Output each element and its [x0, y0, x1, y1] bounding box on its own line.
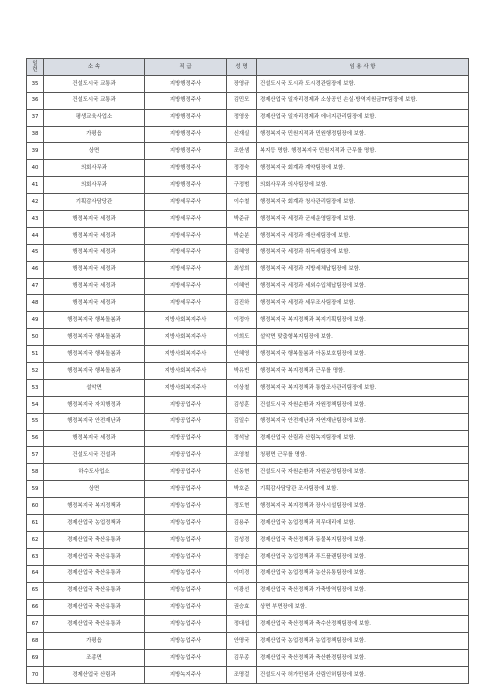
table-row [27, 447, 469, 464]
appointment-table [26, 58, 469, 684]
row-number: 35 [27, 75, 44, 92]
department-cell: 행정복지국 복지정책과 [44, 498, 145, 515]
header-number-line2: 련 [32, 66, 38, 73]
name-cell: 안명국 [227, 633, 257, 650]
rank-cell: 지방농업주사 [145, 548, 227, 565]
rank-cell: 지방공업주사 [145, 396, 227, 413]
rank-cell: 지방사회복지주사 [145, 346, 227, 363]
department-cell: 경제산업국 축산유통과 [44, 582, 145, 599]
appointment-cell: 건설도시국 도시과 도시경관팀장에 보함. [257, 75, 469, 92]
name-cell: 구정범 [227, 177, 257, 194]
appointment-cell: 상면 부면장에 보함. [257, 599, 469, 616]
name-cell: 김민모 [227, 92, 257, 109]
appointment-cell: 행정복지국 복지정책과 복지기획팀장에 보함. [257, 312, 469, 329]
appointment-cell: 기획감사담당관 조사팀장에 보함. [257, 481, 469, 498]
appointment-cell: 경제산업국 축산정책과 동물복지팀장에 보함. [257, 531, 469, 548]
row-number: 44 [27, 227, 44, 244]
rank-cell: 지방농업주사 [145, 616, 227, 633]
row-number: 61 [27, 515, 44, 532]
appointment-cell: 행정복지국 행복돌봄과 아동보호팀장에 보함. [257, 346, 469, 363]
name-cell: 김용주 [227, 515, 257, 532]
table-row [27, 160, 469, 177]
department-cell: 건설도시국 건설과 [44, 447, 145, 464]
rank-cell: 지방세무주사 [145, 194, 227, 211]
name-cell: 조한샘 [227, 143, 257, 160]
name-cell: 김성훈 [227, 396, 257, 413]
name-cell: 조명걸 [227, 667, 257, 684]
row-number: 70 [27, 667, 44, 684]
department-cell: 경제산업국 축산유통과 [44, 616, 145, 633]
department-cell: 설악면 [44, 379, 145, 396]
row-number: 48 [27, 295, 44, 312]
name-cell: 이상철 [227, 379, 257, 396]
name-cell: 신재실 [227, 126, 257, 143]
department-cell: 가평읍 [44, 126, 145, 143]
department-cell: 건설도시국 교통과 [44, 92, 145, 109]
appointment-cell: 복지등 명함. 행정복지국 민원지적과 근무를 명함. [257, 143, 469, 160]
appointment-cell: 경제산업국 일자리경제과 소상공인 손실·방역지원금TF팀장에 보함. [257, 92, 469, 109]
appointment-cell: 경제산업국 농업정책과 푸드플랜팀장에 보함. [257, 548, 469, 565]
rank-cell: 지방공업주사 [145, 413, 227, 430]
rank-cell: 지방행정주사 [145, 143, 227, 160]
appointment-cell: 행정복지국 복지정책과 통합조사관리팀장에 보함. [257, 379, 469, 396]
department-cell: 행정복지국 세정과 [44, 244, 145, 261]
department-cell: 행정복지국 안전재난과 [44, 413, 145, 430]
row-number: 46 [27, 261, 44, 278]
header-rank: 직 급 [145, 59, 227, 76]
row-number: 59 [27, 481, 44, 498]
row-number: 63 [27, 548, 44, 565]
appointment-cell: 경제산업국 농업정책과 농산유통팀장에 보함. [257, 565, 469, 582]
appointment-cell: 행정복지국 복지정책과 근무를 명함. [257, 363, 469, 380]
appointment-cell: 경제산업국 축산정책과 축수산정책팀장에 보함. [257, 616, 469, 633]
rank-cell: 지방사회복지주사 [145, 312, 227, 329]
department-cell: 하수도사업소 [44, 464, 145, 481]
row-number: 45 [27, 244, 44, 261]
table-row [27, 599, 469, 616]
department-cell: 행정복지국 자치행정과 [44, 396, 145, 413]
table-row [27, 430, 469, 447]
name-cell: 김일수 [227, 413, 257, 430]
name-cell: 박유빈 [227, 363, 257, 380]
rank-cell: 지방사회복지주사 [145, 379, 227, 396]
table-row [27, 363, 469, 380]
rank-cell: 지방세무주사 [145, 211, 227, 228]
row-number: 47 [27, 278, 44, 295]
department-cell: 상면 [44, 143, 145, 160]
row-number: 37 [27, 109, 44, 126]
row-number: 65 [27, 582, 44, 599]
rank-cell: 지방공업주사 [145, 447, 227, 464]
table-row [27, 464, 469, 481]
table-row [27, 295, 469, 312]
name-cell: 이혜연 [227, 278, 257, 295]
department-cell: 행정복지국 세정과 [44, 295, 145, 312]
table-row [27, 582, 469, 599]
name-cell: 김무종 [227, 650, 257, 667]
header-appointment: 임 용 사 항 [257, 59, 469, 76]
rank-cell: 지방행정주사 [145, 160, 227, 177]
department-cell: 기획감사담당관 [44, 194, 145, 211]
header-number-line1: 일 [32, 60, 38, 67]
row-number: 50 [27, 329, 44, 346]
appointment-cell: 건설도시국 자원순환과 자원운영팀장에 보함. [257, 464, 469, 481]
table-row [27, 177, 469, 194]
table-row [27, 616, 469, 633]
department-cell: 경제산업국 축산유통과 [44, 599, 145, 616]
rank-cell: 지방농업주사 [145, 633, 227, 650]
table-row [27, 346, 469, 363]
department-cell: 행정복지국 세정과 [44, 211, 145, 228]
table-row [27, 548, 469, 565]
row-number: 38 [27, 126, 44, 143]
row-number: 67 [27, 616, 44, 633]
header-row [27, 59, 469, 76]
name-cell: 이미경 [227, 565, 257, 582]
table-row [27, 143, 469, 160]
appointment-cell: 행정복지국 세정과 취득세팀장에 보함. [257, 244, 469, 261]
name-cell: 김진하 [227, 295, 257, 312]
appointment-cell: 청평면 근무를 명함. [257, 447, 469, 464]
rank-cell: 지방세무주사 [145, 295, 227, 312]
row-number: 66 [27, 599, 44, 616]
table-row [27, 194, 469, 211]
department-cell: 상면 [44, 481, 145, 498]
rank-cell: 지방사회복지주사 [145, 329, 227, 346]
name-cell: 박준규 [227, 211, 257, 228]
name-cell: 조영철 [227, 447, 257, 464]
table-row [27, 633, 469, 650]
row-number: 43 [27, 211, 44, 228]
name-cell: 이희도 [227, 329, 257, 346]
department-cell: 경제산업국 축산유통과 [44, 531, 145, 548]
table-row [27, 379, 469, 396]
rank-cell: 지방공업주사 [145, 481, 227, 498]
appointment-cell: 행정복지국 세정과 재산세팀장에 보함. [257, 227, 469, 244]
name-cell: 신동현 [227, 464, 257, 481]
rank-cell: 지방행정주사 [145, 75, 227, 92]
row-number: 42 [27, 194, 44, 211]
department-cell: 평생교육사업소 [44, 109, 145, 126]
row-number: 55 [27, 413, 44, 430]
appointment-cell: 행정복지국 회계과 계약팀장에 보함. [257, 160, 469, 177]
rank-cell: 지방행정주사 [145, 92, 227, 109]
header-department: 소 속 [44, 59, 145, 76]
rank-cell: 지방세무주사 [145, 227, 227, 244]
name-cell: 박호준 [227, 481, 257, 498]
table-row [27, 126, 469, 143]
rank-cell: 지방세무주사 [145, 278, 227, 295]
table-row [27, 413, 469, 430]
name-cell: 정영웅 [227, 109, 257, 126]
row-number: 69 [27, 650, 44, 667]
rank-cell: 지방공업주사 [145, 430, 227, 447]
table-row [27, 329, 469, 346]
row-number: 56 [27, 430, 44, 447]
table-row [27, 481, 469, 498]
appointment-cell: 건설도시국 자원순환과 자원정책팀장에 보함. [257, 396, 469, 413]
row-number: 62 [27, 531, 44, 548]
table-row [27, 75, 469, 92]
rank-cell: 지방농업주사 [145, 599, 227, 616]
appointment-cell: 행정복지국 세정과 세무조사팀장에 보함. [257, 295, 469, 312]
table-row [27, 396, 469, 413]
department-cell: 행정복지국 세정과 [44, 261, 145, 278]
row-number: 39 [27, 143, 44, 160]
appointment-cell: 행정복지국 회계과 청사관리팀장에 보함. [257, 194, 469, 211]
appointment-cell: 건설도시국 허가민원과 산림인허팀장에 보함. [257, 667, 469, 684]
rank-cell: 지방공업주사 [145, 464, 227, 481]
header-name: 성 명 [227, 59, 257, 76]
department-cell: 경제산업국 축산유통과 [44, 548, 145, 565]
appointment-cell: 경제산업국 축산정책과 가축방역팀장에 보함. [257, 582, 469, 599]
rank-cell: 지방녹지주사 [145, 667, 227, 684]
row-number: 41 [27, 177, 44, 194]
name-cell: 정도현 [227, 498, 257, 515]
rank-cell: 지방농업주사 [145, 498, 227, 515]
department-cell: 행정복지국 행복돌봄과 [44, 329, 145, 346]
appointment-cell: 경제산업국 일자리경제과 에너지관리팀장에 보함. [257, 109, 469, 126]
rank-cell: 지방세무주사 [145, 261, 227, 278]
appointment-cell: 행정복지국 민원지적과 민원행정팀장에 보함. [257, 126, 469, 143]
row-number: 68 [27, 633, 44, 650]
header-number [27, 59, 44, 76]
table-row [27, 650, 469, 667]
appointment-cell: 경제산업국 축산정책과 축산환경팀장에 보함. [257, 650, 469, 667]
rank-cell: 지방사회복지주사 [145, 363, 227, 380]
department-cell: 의회사무과 [44, 177, 145, 194]
rank-cell: 지방농업주사 [145, 515, 227, 532]
table-row [27, 312, 469, 329]
row-number: 36 [27, 92, 44, 109]
department-cell: 의회사무과 [44, 160, 145, 177]
name-cell: 정석남 [227, 430, 257, 447]
name-cell: 이광선 [227, 582, 257, 599]
table-row [27, 278, 469, 295]
appointment-cell: 행정복지국 세정과 군세운영팀장에 보함. [257, 211, 469, 228]
table-row [27, 211, 469, 228]
name-cell: 이수철 [227, 194, 257, 211]
name-cell: 정영순 [227, 548, 257, 565]
department-cell: 행정복지국 세정과 [44, 278, 145, 295]
appointment-cell: 경제산업국 산림과 산림녹지팀장에 보함. [257, 430, 469, 447]
table-row [27, 667, 469, 684]
appointment-cell: 의회사무과 의사팀장에 보함. [257, 177, 469, 194]
row-number: 60 [27, 498, 44, 515]
department-cell: 경제산업국 농업정책과 [44, 515, 145, 532]
name-cell: 이정아 [227, 312, 257, 329]
name-cell: 장영규 [227, 75, 257, 92]
appointment-cell: 경제산업국 농업정책과 직무대리에 보함. [257, 515, 469, 532]
appointment-cell: 경제산업국 농업정책과 농업정책팀장에 보함. [257, 633, 469, 650]
department-cell: 건설도시국 교통과 [44, 75, 145, 92]
department-cell: 가평읍 [44, 633, 145, 650]
row-number: 40 [27, 160, 44, 177]
appointment-cell: 설악면 맞춤형복지팀장에 보함. [257, 329, 469, 346]
appointment-cell: 행정복지국 복지정책과 장사시설팀장에 보함. [257, 498, 469, 515]
name-cell: 김혜영 [227, 244, 257, 261]
row-number: 54 [27, 396, 44, 413]
row-number: 51 [27, 346, 44, 363]
row-number: 49 [27, 312, 44, 329]
department-cell: 조종면 [44, 650, 145, 667]
department-cell: 행정복지국 세정과 [44, 227, 145, 244]
department-cell: 행정복지국 행복돌봄과 [44, 363, 145, 380]
rank-cell: 지방농업주사 [145, 531, 227, 548]
row-number: 52 [27, 363, 44, 380]
table-row [27, 498, 469, 515]
name-cell: 정경숙 [227, 160, 257, 177]
department-cell: 경제산업국 산림과 [44, 667, 145, 684]
rank-cell: 지방행정주사 [145, 109, 227, 126]
department-cell: 행정복지국 행복돌봄과 [44, 346, 145, 363]
name-cell: 김성경 [227, 531, 257, 548]
table-row [27, 565, 469, 582]
name-cell: 최성희 [227, 261, 257, 278]
row-number: 58 [27, 464, 44, 481]
table-row [27, 531, 469, 548]
table-row [27, 92, 469, 109]
name-cell: 안혜영 [227, 346, 257, 363]
name-cell: 박순분 [227, 227, 257, 244]
table-row [27, 227, 469, 244]
row-number: 64 [27, 565, 44, 582]
name-cell: 정대섭 [227, 616, 257, 633]
row-number: 57 [27, 447, 44, 464]
rank-cell: 지방농업주사 [145, 565, 227, 582]
name-cell: 권승효 [227, 599, 257, 616]
rank-cell: 지방행정주사 [145, 126, 227, 143]
appointment-cell: 행정복지국 세정과 지방세체납팀장에 보함. [257, 261, 469, 278]
table-row [27, 244, 469, 261]
appointment-cell: 행정복지국 안전재난과 자연재난팀장에 보함. [257, 413, 469, 430]
rank-cell: 지방농업주사 [145, 582, 227, 599]
department-cell: 행정복지국 세정과 [44, 430, 145, 447]
rank-cell: 지방농업주사 [145, 650, 227, 667]
table-row [27, 261, 469, 278]
table-row [27, 109, 469, 126]
appointment-cell: 행정복지국 세정과 세외수입체납팀장에 보함. [257, 278, 469, 295]
rank-cell: 지방세무주사 [145, 244, 227, 261]
table-row [27, 515, 469, 532]
department-cell: 경제산업국 축산유통과 [44, 565, 145, 582]
department-cell: 행정복지국 행복돌봄과 [44, 312, 145, 329]
row-number: 53 [27, 379, 44, 396]
rank-cell: 지방행정주사 [145, 177, 227, 194]
